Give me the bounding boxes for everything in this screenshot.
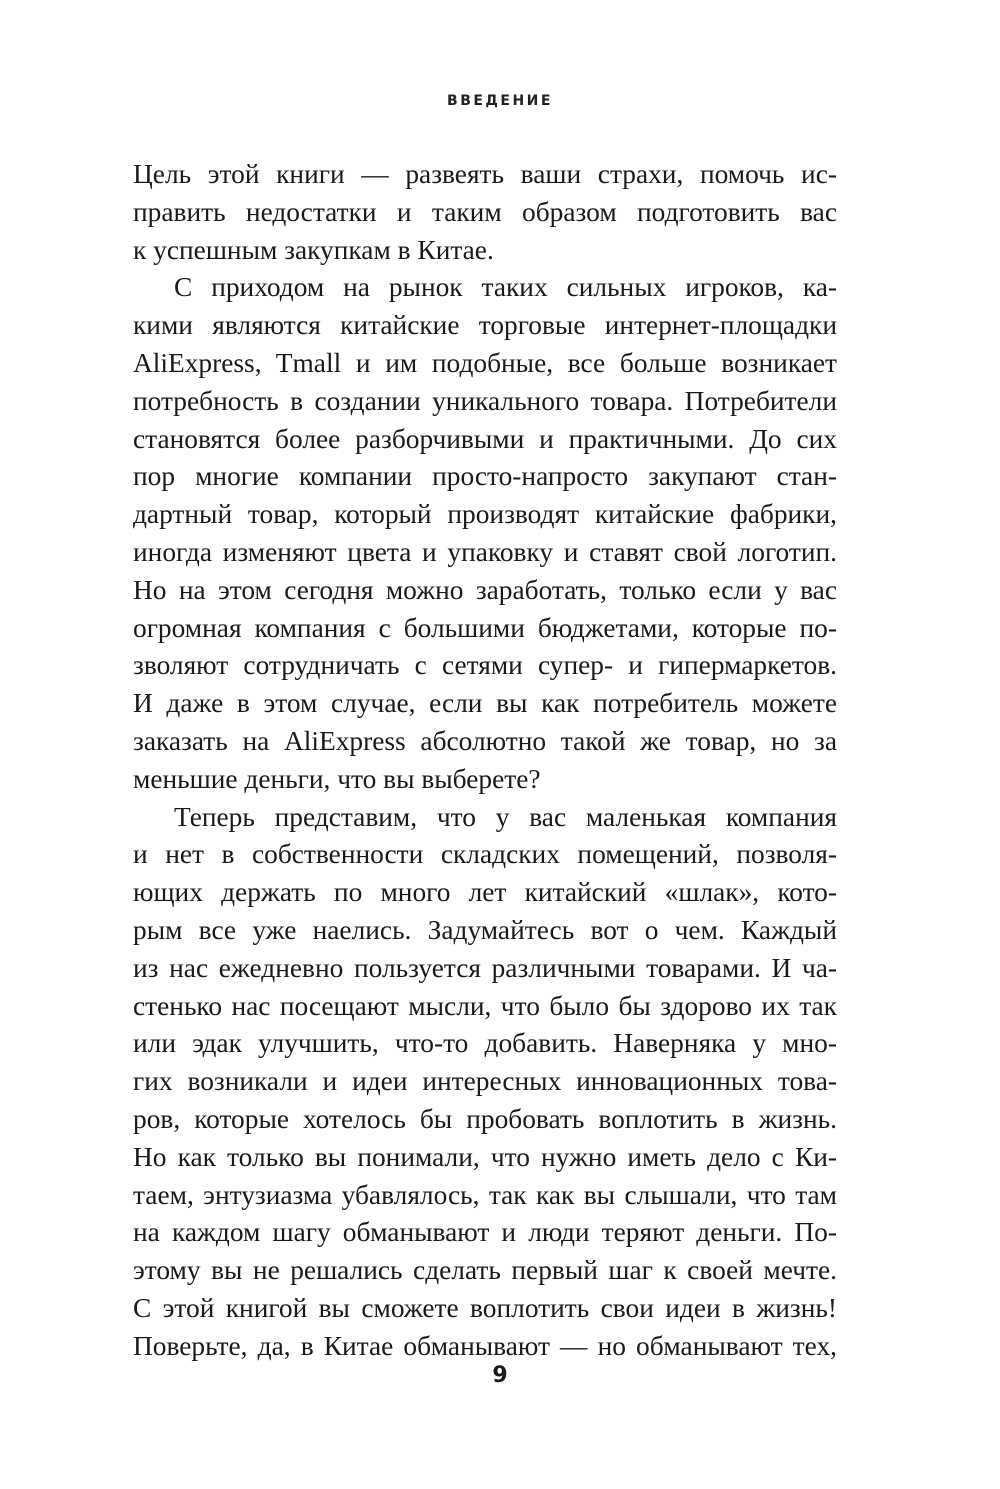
text-line: ющих держать по много лет китайский «шлак», кото- <box>133 877 837 908</box>
text-line: Но на этом сегодня можно заработать, только если у вас <box>133 574 837 605</box>
text-line: иногда изменяют цвета и упаковку и ставят свой логотип. <box>133 536 837 567</box>
text-line: кими являются китайские торговые интернет-площадки <box>133 310 837 341</box>
text-line: AliExpress, Tmall и им подобные, все больше возникает <box>133 347 837 378</box>
text-line: И даже в этом случае, если вы как потребитель можете <box>133 688 837 719</box>
text-line: рым все уже наелись. Задумайтесь вот о чем. Каждый <box>133 914 837 945</box>
text-line: становятся более разборчивыми и практичными. До сих <box>133 423 837 454</box>
text-line: на каждом шагу обманывают и люди теряют деньги. По- <box>133 1217 837 1248</box>
running-head-title: ВВЕДЕНИЕ <box>447 93 553 109</box>
text-line: заказать на AliExpress абсолютно такой же товар, но за <box>133 725 837 756</box>
text-line: С этой книгой вы сможете воплотить свои идеи в жизнь! <box>133 1292 837 1323</box>
text-line: стенько нас посещают мысли, что было бы здорово их так <box>133 990 837 1021</box>
text-line: пор многие компании просто-напросто закупают стан- <box>133 461 837 492</box>
text-line: и нет в собственности складских помещений, позволя- <box>133 839 837 870</box>
text-line: гих возникали и идеи интересных инновационных това- <box>133 1066 837 1097</box>
text-line: Поверьте, да, в Китае обманывают — но обманывают тех, <box>133 1330 837 1361</box>
page-number: 9 <box>492 1363 508 1388</box>
text-line: Теперь представим, что у вас маленькая компания <box>174 801 837 832</box>
body-text <box>133 156 837 1366</box>
text-line: этому вы не решались сделать первый шаг к своей мечте. <box>133 1255 837 1286</box>
text-line: огромная компания с большими бюджетами, которые по- <box>133 612 837 643</box>
text-line: из нас ежедневно пользуется различными товарами. И ча- <box>133 952 837 983</box>
text-line: ров, которые хотелось бы пробовать воплотить в жизнь. <box>133 1103 837 1134</box>
text-line: к успешным закупкам в Китае. <box>133 234 494 265</box>
text-line: потребность в создании уникального товара. Потребители <box>133 385 837 416</box>
text-line: Но как только вы понимали, что нужно иметь дело с Ки- <box>133 1141 837 1172</box>
text-line: Цель этой книги — развеять ваши страхи, помочь ис- <box>133 159 837 189</box>
text-line: дартный товар, который производят китайские фабрики, <box>133 499 837 530</box>
text-line: зволяют сотрудничать с сетями супер- и гипермаркетов. <box>133 650 837 681</box>
text-line: меньшие деньги, что вы выберете? <box>133 763 541 794</box>
text-line: таем, энтузиазма убавлялось, так как вы слышали, что там <box>133 1179 837 1210</box>
text-line: или эдак улучшить, что-то добавить. Наверняка у мно- <box>133 1028 837 1059</box>
text-line: С приходом на рынок таких сильных игроков, ка- <box>174 272 837 303</box>
text-line: править недостатки и таким образом подготовить вас <box>133 196 837 227</box>
